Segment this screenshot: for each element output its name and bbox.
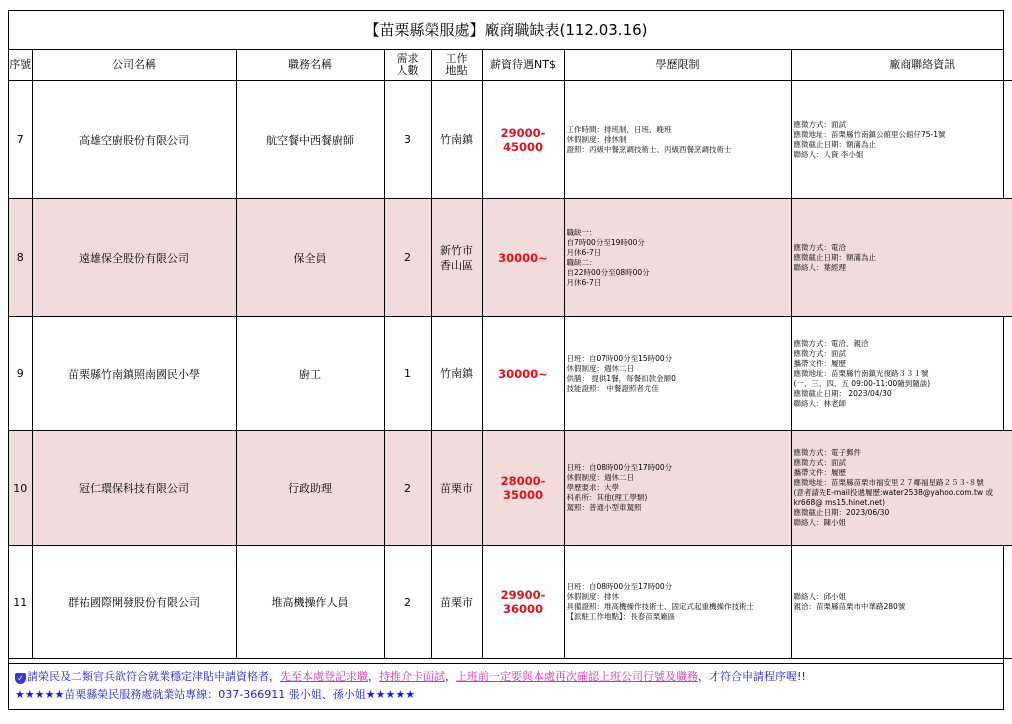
contact-line: 應徵截止日期：2023/06/30 (793, 508, 890, 517)
cell-company: 苗栗縣竹南鎮照南國民小學 (32, 317, 236, 431)
cell-contact (791, 317, 1012, 431)
header-no: 序號 (9, 50, 32, 81)
header-location-label: 工作地點 (445, 52, 468, 77)
contact-line: 應徵方式：電子郵件 (793, 448, 861, 457)
cell-count: 3 (384, 81, 431, 199)
footer-text-c: ， (368, 670, 379, 683)
footer-link-confirm[interactable]: 上班前一定要與本處再次確認上班公司行號及職務 (456, 670, 698, 683)
cell-contact (791, 81, 1012, 199)
education-line: 日班：自08時00分至17時00分 (566, 582, 673, 591)
cell-location (431, 546, 482, 659)
cell-company: 冠仁環保科技有限公司 (32, 431, 236, 546)
contact-line: 應徵方式：面試 (793, 348, 846, 358)
education-line: 工作時間：排班制，日班、晚班 (566, 124, 672, 134)
cell-company: 群祐國際開發股份有限公司 (32, 546, 236, 659)
header-count-label: 需求人數 (396, 52, 419, 77)
contact-line: 聯絡人：林老師 (793, 398, 846, 408)
cell-education (564, 546, 791, 659)
contact-line: 應徵截止日期：額滿為止 (793, 252, 876, 262)
cell-count: 2 (384, 431, 431, 546)
education-line: 具備證照：堆高機操作技術士、固定式起重機操作技術士 (566, 602, 754, 611)
contact-line: 聯絡人：陳小姐 (793, 518, 846, 527)
cell-location-label: 苗栗市 (440, 595, 473, 609)
contact-line: 應徵方式：電洽、親洽 (793, 338, 869, 348)
contact-line: 應徵截止日期： 2023/04/30 (793, 388, 892, 398)
education-line: 技能證照： 中餐證照者尤佳 (566, 383, 659, 393)
cell-no: 7 (9, 81, 32, 199)
education-line: 職缺二： (566, 257, 597, 267)
cell-education (564, 431, 791, 546)
cell-no: 11 (9, 546, 32, 659)
education-line: 自22時00分至08時00分 (566, 267, 650, 277)
contact-line: 聯絡人：葉經理 (793, 262, 846, 272)
cell-company: 遠雄保全股份有限公司 (32, 199, 236, 317)
education-line: 休假制度：排休制 (566, 134, 627, 144)
education-line: 科系所：其他(理工學類) (566, 493, 648, 502)
cell-location (431, 199, 482, 317)
cell-salary: 29000-45000 (482, 81, 564, 199)
cell-no: 9 (9, 317, 32, 431)
table-row (9, 431, 1012, 546)
table-row (9, 546, 1012, 659)
contact-line: 應徵截止日期：額滿為止 (793, 139, 876, 149)
education-line: 【派駐工作地點】：長春苗栗廠區 (566, 612, 676, 621)
cell-location (431, 431, 482, 546)
cell-location (431, 81, 482, 199)
education-line: 學歷要求：大學 (566, 483, 619, 492)
cell-salary: 29900-36000 (482, 546, 564, 659)
cell-no: 10 (9, 431, 32, 546)
cell-count: 2 (384, 199, 431, 317)
cell-count: 2 (384, 546, 431, 659)
cell-education (564, 199, 791, 317)
education-line: 休假制度：週休二日 (566, 473, 634, 482)
footer-text-a: 請榮民及二類官兵欲符合就業穩定津貼申請資格者， (27, 670, 280, 683)
header-location (431, 50, 482, 81)
cell-job: 保全員 (236, 199, 384, 317)
education-line: 證照：丙級中餐烹調技術士、丙級西餐烹調技術士 (566, 144, 732, 154)
footer-link-register[interactable]: 先至本處登記求職 (280, 670, 368, 683)
cell-job: 堆高機操作人員 (236, 546, 384, 659)
footer-link-interview[interactable]: 持推介卡面試 (379, 670, 445, 683)
contact-line: 攜帶文件：履歷 (793, 468, 846, 477)
shield-icon: ✓ (15, 673, 26, 684)
cell-location (431, 317, 482, 431)
contact-line: 應徵方式：面試 (793, 119, 846, 129)
cell-location-label: 新竹市香山區 (440, 243, 473, 272)
contact-line: 聯絡人：人資 李小姐 (793, 149, 864, 159)
contact-line: kr668@ ms15.hinet.net) (793, 498, 886, 507)
cell-contact (791, 431, 1012, 546)
footer-text-e: ， (445, 670, 456, 683)
contact-line: 應徵方式：面試 (793, 458, 846, 467)
cell-location-label: 苗栗市 (440, 481, 473, 495)
education-line: 休假制度：排休 (566, 592, 619, 601)
header-count (384, 50, 431, 81)
cell-location-label: 竹南鎮 (440, 133, 473, 146)
education-line: 駕照：普通小型車駕照 (566, 503, 642, 512)
footer-line-1 (15, 668, 997, 686)
header-row (9, 50, 1012, 81)
education-line: 供膳： 提供1餐，每餐扣款金額0 (566, 373, 676, 383)
cell-count: 1 (384, 317, 431, 431)
header-job: 職務名稱 (236, 50, 384, 81)
contact-line: 聯絡人：邱小姐 (793, 592, 846, 601)
cell-location-label: 竹南鎮 (440, 367, 473, 380)
footer-text-g: ，才符合申請程序喔!! (698, 670, 806, 683)
header-salary: 薪資待遇NT$ (482, 50, 564, 81)
cell-contact (791, 199, 1012, 317)
education-line: 日班：自08時00分至17時00分 (566, 463, 673, 472)
cell-salary: 30000~ (482, 199, 564, 317)
cell-company: 高雄空廚股份有限公司 (32, 81, 236, 199)
contact-line: 攜帶文件：履歷 (793, 358, 846, 368)
vacancy-table (9, 50, 1012, 659)
header-contact: 廠商聯絡資訊 (791, 50, 1012, 81)
contact-line: (一、三、四、五 09:00-11:00隨到隨談) (793, 378, 931, 388)
header-company: 公司名稱 (32, 50, 236, 81)
table-row (9, 199, 1012, 317)
education-line: 職缺一： (566, 227, 597, 237)
cell-job: 行政助理 (236, 431, 384, 546)
education-line: 自7時00分至19時00分 (566, 237, 645, 247)
header-education: 學歷限制 (564, 50, 791, 81)
contact-line: 親洽：苗栗縣苗栗市中華路280號 (793, 602, 906, 611)
contact-line: 應徵地址：苗栗縣苗栗市福安里２７鄰福星路２５３-８號 (793, 478, 984, 487)
contact-line: (意者請先E-mail投遞履歷:water2538@yahoo.com.tw 或 (793, 488, 994, 497)
contact-line: 應徵地址：苗栗縣竹南鎮公館里公館仔75-1號 (793, 129, 946, 139)
sheet-title: 【苗栗縣榮服處】廠商職缺表(112.03.16) (9, 11, 1003, 50)
job-vacancy-sheet (8, 10, 1004, 710)
table-row (9, 317, 1012, 431)
cell-salary: 30000~ (482, 317, 564, 431)
education-line: 休假制度：週休二日 (566, 363, 634, 373)
cell-salary: 28000-35000 (482, 431, 564, 546)
cell-job: 航空餐中西餐廚師 (236, 81, 384, 199)
cell-contact (791, 546, 1012, 659)
footer-notice (9, 663, 1003, 709)
table-row (9, 81, 1012, 199)
education-line: 月休6-7日 (566, 247, 602, 257)
cell-job: 廚工 (236, 317, 384, 431)
cell-education (564, 317, 791, 431)
education-line: 月休6-7日 (566, 277, 602, 287)
cell-no: 8 (9, 199, 32, 317)
cell-education (564, 81, 791, 199)
contact-line: 應徵方式：電洽 (793, 242, 846, 252)
education-line: 日班：自07時00分至15時00分 (566, 353, 673, 363)
footer-line-2: ★★★★★苗栗縣榮民服務處就業站專線：037-366911 張小姐、孫小姐★★★★★ (15, 688, 416, 701)
contact-line: 應徵地址：苗栗縣竹南鎮光復路３３１號 (793, 368, 929, 378)
